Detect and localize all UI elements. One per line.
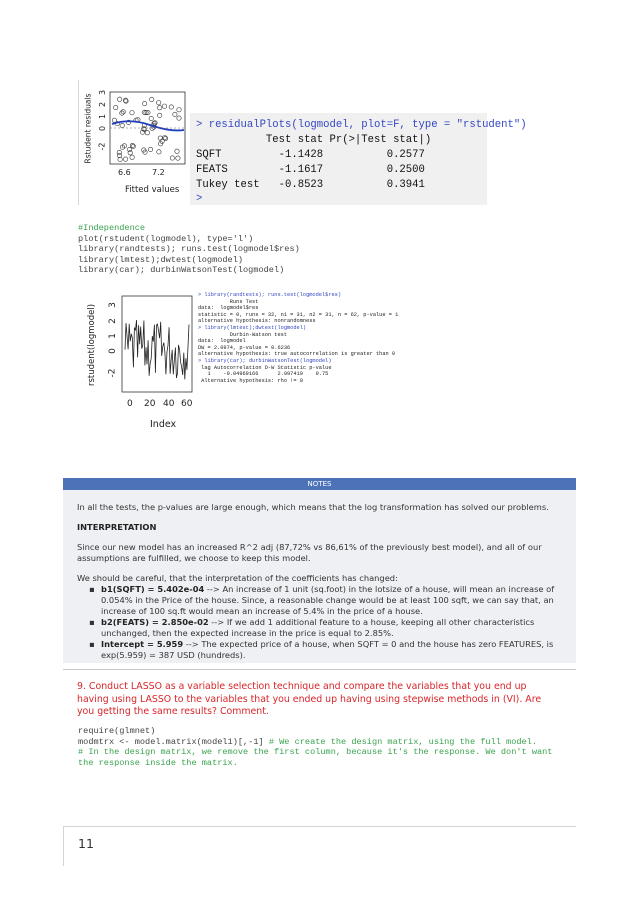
residual-plot-ytick-4: 3 xyxy=(98,89,108,96)
code-comment-response: the response inside the matrix. xyxy=(78,757,238,768)
console-line: > library(car); durbinWatsonTest(logmodel) xyxy=(198,357,332,364)
rstudent-plot-ytick-2: 1 xyxy=(107,333,118,339)
residual-point xyxy=(117,153,121,157)
residual-point xyxy=(177,116,181,120)
residual-console-prompt: > xyxy=(196,193,203,205)
rstudent-plot-xlabel: Index xyxy=(150,419,177,430)
residual-point xyxy=(130,143,134,147)
rstudent-plot-xtick-1: 20 xyxy=(144,399,156,409)
code-comment-remove-column: # In the design matrix, we remove the first column, because it's the response. We don't want xyxy=(78,747,553,757)
residual-point xyxy=(117,97,121,101)
residual-point xyxy=(114,105,118,109)
residual-point xyxy=(142,101,146,105)
residual-point xyxy=(127,147,131,151)
residual-point xyxy=(112,118,116,122)
code-line-require-glmnet: require(glmnet) xyxy=(78,726,156,736)
code-line-durbin-watson: library(car); durbinWatsonTest(logmodel) xyxy=(78,265,285,275)
bullet-b1 xyxy=(77,584,562,617)
residual-point xyxy=(170,156,174,160)
residual-console-command: > residualPlots(logmodel, plot=F, type = "rstudent") xyxy=(196,119,527,131)
rstudent-plot-ylabel: rstudent(logmodel) xyxy=(87,303,97,387)
residual-console-row-sqft: SQFT -1.1428 0.2577 xyxy=(196,149,425,161)
notes-paragraph-model-choice: Since our new model has an increased R^2 adj (87,72% vs 86,61% of the previously best model), and all of our assumptions are fulfilled, we choose to keep this model. xyxy=(77,542,542,563)
residual-point xyxy=(176,156,180,160)
residual-point xyxy=(158,113,162,117)
bullet-intercept-bold: Intercept = 5.959 xyxy=(101,639,184,649)
residual-point xyxy=(162,104,166,108)
console-line: Runs Test xyxy=(198,298,259,305)
residual-fit-curve xyxy=(112,121,184,130)
residual-point xyxy=(157,150,161,154)
console-line: 1 -0.04969166 2.097419 0.75 xyxy=(198,371,329,378)
residual-point xyxy=(173,112,177,116)
rstudent-plot-ytick-4: 3 xyxy=(107,302,118,308)
residual-plot-ytick-0: -2 xyxy=(97,142,107,151)
console-line: alternative hypothesis: true autocorrelation is greater than 0 xyxy=(198,351,396,358)
rstudent-plot-ytick-1: 0 xyxy=(107,348,118,354)
bullet-b1-text: --> An increase of 1 unit (sq.foot) in the lotsize of a house, will mean an increase of 0.054% in the Price of the house. Since, a reasonable change would be at least 100 sqft, we can say that, an increase of 100 sq.ft would mean an increase of 5.4% in the price of a house. xyxy=(101,584,555,616)
rstudent-plot xyxy=(84,288,198,438)
residual-point xyxy=(148,147,152,151)
bullet-intercept xyxy=(77,639,562,661)
residual-plot-svg xyxy=(80,80,190,200)
console-line: Durbin-Watson test xyxy=(198,331,288,338)
residual-point xyxy=(131,144,135,148)
console-line: lag Autocorrelation D-W Statistic p-value xyxy=(198,364,332,371)
residual-point xyxy=(130,111,134,115)
rstudent-plot-xtick-3: 60 xyxy=(181,399,193,409)
residual-plot-xtick-0: 6.6 xyxy=(118,168,131,177)
independence-code-block xyxy=(78,223,300,276)
residual-plot-xtick-1: 7.2 xyxy=(152,168,165,177)
residual-point xyxy=(175,149,179,153)
rstudent-plot-ytick-0: -2 xyxy=(107,368,118,378)
residual-point xyxy=(120,123,124,127)
notes-title: NOTES xyxy=(307,480,332,488)
residual-point xyxy=(120,111,124,115)
bullet-icon: ▪ xyxy=(89,639,95,649)
rstudent-plot-ytick-3: 2 xyxy=(107,318,118,324)
console-line: > library(lmtest);dwtest(logmodel) xyxy=(198,324,307,331)
rstudent-plot-svg xyxy=(84,288,198,438)
residual-point xyxy=(157,101,161,105)
lasso-code-block xyxy=(78,726,578,768)
console-line: statistic = 0, runs = 32, n1 = 31, n2 = 31, n = 62, p-value = 1 xyxy=(198,311,399,318)
code-line-runs-test: library(randtests); runs.test(logmodel$res) xyxy=(78,244,300,254)
notes-paragraph-coefficients: We should be careful, that the interpretation of the coefficients has changed: xyxy=(77,573,398,583)
footer-left-rule xyxy=(63,826,64,866)
residual-point xyxy=(177,108,181,112)
notes-header xyxy=(63,478,576,490)
code-line-model-matrix xyxy=(78,737,578,748)
residual-point xyxy=(158,106,162,110)
residual-point xyxy=(130,155,134,159)
independence-console xyxy=(198,292,468,442)
residual-plot-ylabel: Rstudent residuals xyxy=(83,93,93,164)
section-divider xyxy=(63,669,576,670)
rstudent-plot-xtick-2: 40 xyxy=(163,399,175,409)
console-line: Alternative hypothesis: rho != 0 xyxy=(198,377,303,384)
bullet-icon: ▪ xyxy=(89,617,95,627)
notes-box xyxy=(63,478,576,663)
footer-rule xyxy=(63,826,576,827)
residual-point xyxy=(149,116,153,120)
code-model-matrix: modmtrx <- model.matrix(model1)[,-1] xyxy=(78,736,269,747)
left-margin-rule xyxy=(78,80,79,205)
residual-plot-xlabel: Fitted values xyxy=(125,185,180,195)
bullet-b2-text: --> If we add 1 additional feature to a house, keeping all other characteristics unchanged, then the expected increase in the price is equal to 2.85%. xyxy=(101,617,535,638)
rstudent-plot-xtick-0: 0 xyxy=(127,399,133,409)
residual-plot xyxy=(80,80,190,200)
rstudent-series-line xyxy=(125,320,189,379)
bullet-icon: ▪ xyxy=(89,584,95,594)
residual-point xyxy=(121,110,125,114)
code-comment-design-matrix: # We create the design matrix, using the full model. xyxy=(268,736,537,747)
console-line: DW = 2.0974, p-value = 0.6236 xyxy=(198,344,291,351)
residual-plot-ytick-2: 1 xyxy=(98,113,108,120)
code-line-dwtest: library(lmtest);dwtest(logmodel) xyxy=(78,254,244,265)
console-line: alternative hypothesis: nonrandomness xyxy=(198,318,316,325)
residual-plot-ytick-3: 2 xyxy=(98,101,108,108)
residual-console xyxy=(190,113,527,205)
bullet-b2 xyxy=(77,617,562,639)
residual-point xyxy=(150,97,154,101)
bullet-intercept-text: --> The expected price of a house, when SQFT = 0 and the house has zero FEATURES, is exp(5.959) = 387 USD (hundreds). xyxy=(101,639,554,660)
code-comment-independence: #Independence xyxy=(78,223,146,233)
residual-console-header: Test stat Pr(>|Test stat|) xyxy=(196,134,432,146)
residual-plot-ytick-1: 0 xyxy=(98,125,108,132)
page-number: 11 xyxy=(78,836,94,851)
independence-console-lines xyxy=(198,292,468,384)
interpretation-heading: INTERPRETATION xyxy=(77,522,157,532)
residual-point xyxy=(118,157,122,161)
residual-point xyxy=(169,105,173,109)
bullet-b1-bold: b1(SQFT) = 5.402e-04 xyxy=(101,584,205,594)
residual-console-row-feats: FEATS -1.1617 0.2500 xyxy=(196,164,425,176)
console-line: data: logmodel$res xyxy=(198,305,259,312)
residual-console-row-tukey: Tukey test -0.8523 0.3941 xyxy=(196,179,425,191)
console-line: data: logmodel xyxy=(198,338,246,345)
console-line: > library(randtests); runs.test(logmodel$res) xyxy=(198,292,342,298)
question-9-heading: 9. Conduct LASSO as a variable selection technique and compare the variables that you end up having using LASSO to the variables that you ended up having using stepwise methods in (VI). Are you getting the same results? Comment. xyxy=(77,681,542,717)
bullet-b2-bold: b2(FEATS) = 2.850e-02 xyxy=(101,617,209,627)
residual-point xyxy=(123,157,127,161)
code-line-plot: plot(rstudent(logmodel), type='l') xyxy=(78,233,254,244)
notes-paragraph-pvalues: In all the tests, the p-values are large enough, which means that the log transformation has solved our problems. xyxy=(77,502,549,512)
